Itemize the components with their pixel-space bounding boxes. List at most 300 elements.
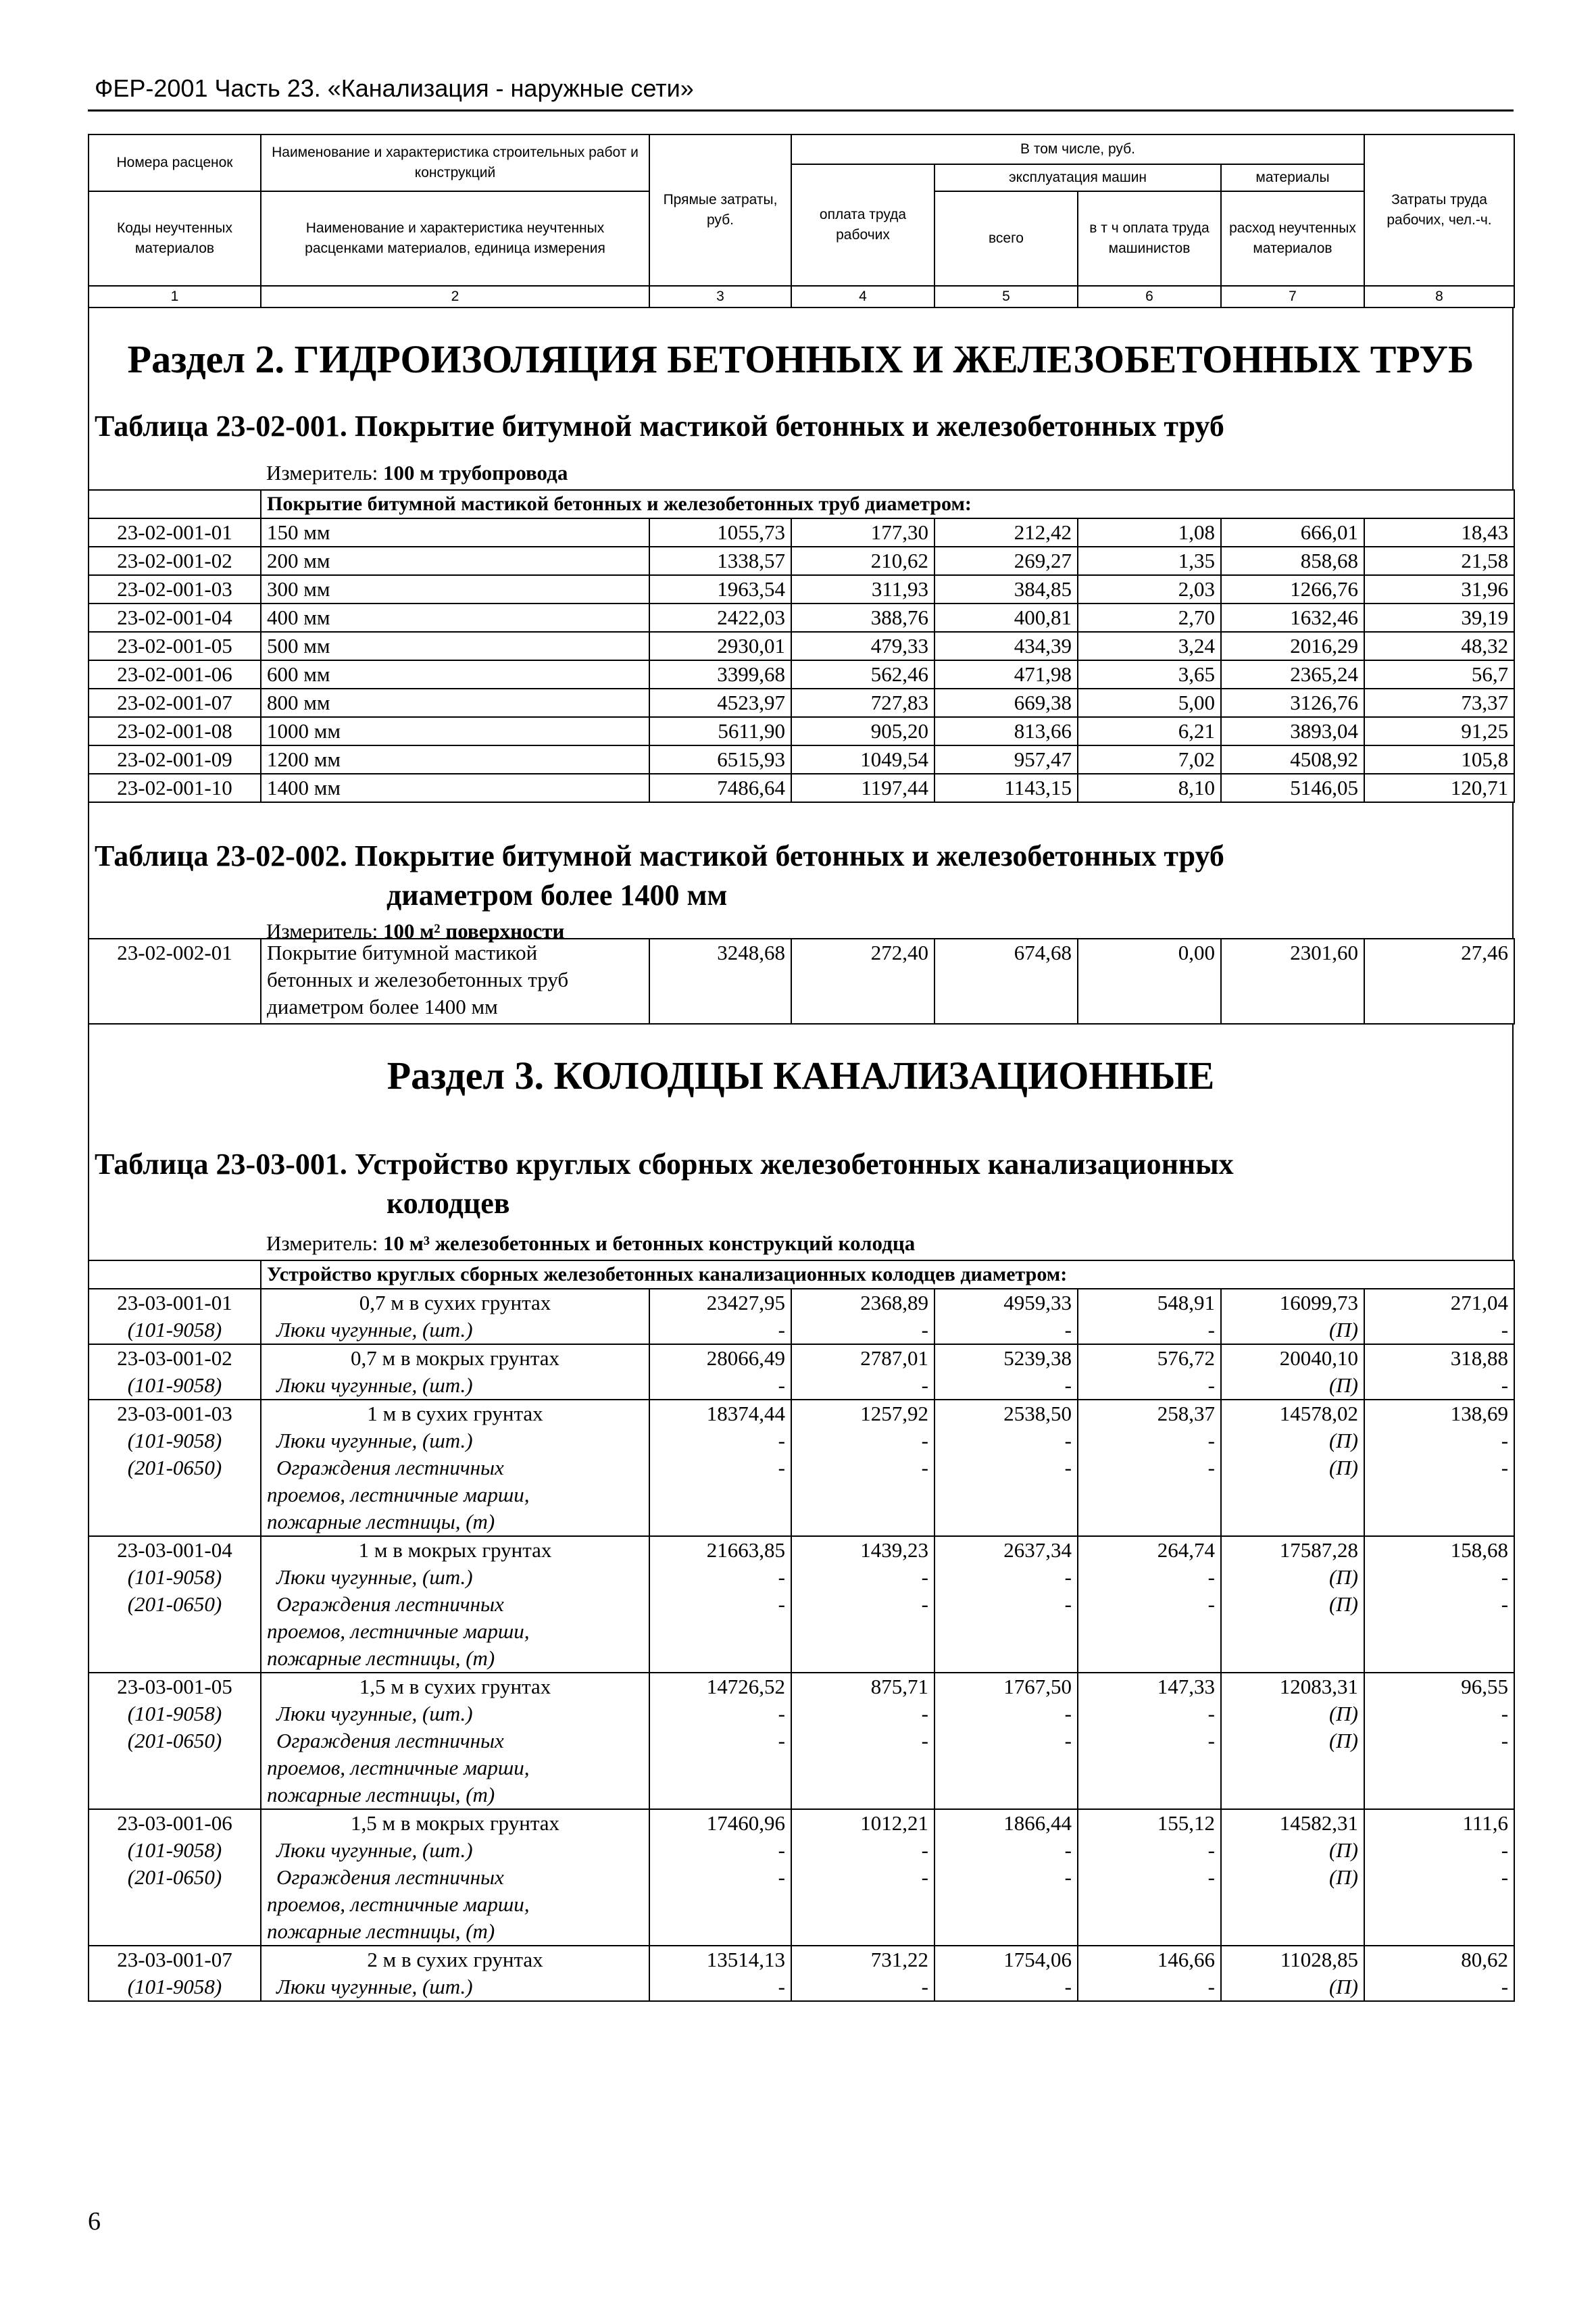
labor-cost: -	[1364, 1700, 1514, 1727]
direct-cost: -	[649, 1837, 791, 1864]
table-row	[89, 1700, 1514, 1727]
rate-code: (101-9058)	[89, 1316, 261, 1344]
work-name: проемов, лестничные марши,	[261, 1754, 649, 1781]
work-name: 1,5 м в сухих грунтах	[261, 1673, 649, 1700]
empty-cell	[934, 1781, 1078, 1809]
labor-pay: 731,22	[791, 1946, 934, 1973]
labor-pay: -	[791, 1591, 934, 1618]
header-labor-cost: Затраты труда рабочих, чел.-ч.	[1364, 134, 1514, 286]
materials-use: (П)	[1221, 1973, 1364, 2001]
materials-use: (П)	[1221, 1837, 1364, 1864]
direct-cost: -	[649, 1372, 791, 1400]
empty-cell	[1221, 1645, 1364, 1673]
table-23-02-002	[88, 938, 1515, 1025]
empty-cell	[791, 1754, 934, 1781]
header-num-3: 3	[649, 286, 791, 307]
labor-pay: 875,71	[791, 1673, 934, 1700]
direct-cost: 7486,64	[649, 774, 791, 802]
materials-use: (П)	[1221, 1454, 1364, 1481]
rate-code: 23-03-001-03	[89, 1400, 261, 1427]
empty-cell	[649, 1754, 791, 1781]
empty-cell	[649, 1891, 791, 1918]
empty-cell	[89, 1918, 261, 1946]
materials-use: 14582,31	[1221, 1809, 1364, 1837]
machine-operators-pay: -	[1078, 1973, 1221, 2001]
work-name: пожарные лестницы, (т)	[261, 1508, 649, 1536]
work-name: проемов, лестничные марши,	[261, 1618, 649, 1645]
measure-label: Измеритель:	[266, 919, 378, 943]
machines-total: 434,39	[934, 632, 1078, 660]
table-23-02-002-band	[88, 803, 1514, 943]
direct-cost: -	[649, 1700, 791, 1727]
section-2-title: Раздел 2. ГИДРОИЗОЛЯЦИЯ БЕТОННЫХ И ЖЕЛЕЗОБЕТОННЫХ ТРУБ	[127, 337, 1474, 381]
labor-pay: 2368,89	[791, 1289, 934, 1316]
materials-use: (П)	[1221, 1700, 1364, 1727]
labor-pay: 727,83	[791, 689, 934, 717]
rate-code: (201-0650)	[89, 1454, 261, 1481]
table-row	[89, 1673, 1514, 1700]
table-row	[89, 604, 1514, 632]
header-rule	[88, 109, 1514, 112]
direct-cost: 18374,44	[649, 1400, 791, 1427]
table-row	[89, 774, 1514, 802]
table-row	[89, 1946, 1514, 1973]
measure-band-3	[88, 1229, 1514, 1260]
direct-cost: 4523,97	[649, 689, 791, 717]
empty-cell	[791, 1508, 934, 1536]
materials-use: 3893,04	[1221, 717, 1364, 745]
rate-code: 23-03-001-07	[89, 1946, 261, 1973]
header-machines: эксплуатация машин	[934, 164, 1221, 191]
empty-cell	[791, 1645, 934, 1673]
labor-pay: 1257,92	[791, 1400, 934, 1427]
empty-cell	[1078, 1781, 1221, 1809]
direct-cost: -	[649, 1973, 791, 2001]
direct-cost: 3248,68	[649, 939, 791, 1024]
table-row	[89, 1427, 1514, 1454]
header-col1-top: Номера расценок	[89, 134, 261, 191]
table-23-03-001-title-line1: Таблица 23-03-001. Устройство круглых сборных железобетонных канализационных	[95, 1148, 1234, 1181]
machines-total: -	[934, 1864, 1078, 1891]
rate-code: 23-02-001-09	[89, 745, 261, 774]
machine-operators-pay: 146,66	[1078, 1946, 1221, 1973]
labor-cost: 120,71	[1364, 774, 1514, 802]
empty-cell	[791, 1918, 934, 1946]
labor-pay: 479,33	[791, 632, 934, 660]
labor-cost: 80,62	[1364, 1946, 1514, 1973]
labor-pay: 2787,01	[791, 1344, 934, 1372]
labor-cost: 73,37	[1364, 689, 1514, 717]
direct-cost: 3399,68	[649, 660, 791, 689]
machines-total: -	[934, 1727, 1078, 1754]
machines-total: 2538,50	[934, 1400, 1078, 1427]
machines-total: 269,27	[934, 547, 1078, 575]
labor-pay: 905,20	[791, 717, 934, 745]
table-row	[89, 1781, 1514, 1809]
measure-label: Измеритель:	[266, 1231, 378, 1255]
table-row	[89, 1536, 1514, 1564]
machine-operators-pay: 258,37	[1078, 1400, 1221, 1427]
direct-cost: 17460,96	[649, 1809, 791, 1837]
direct-cost: 21663,85	[649, 1536, 791, 1564]
work-name-line: бетонных и железобетонных труб	[267, 968, 569, 991]
work-name: проемов, лестничные марши,	[261, 1481, 649, 1508]
materials-use: 11028,85	[1221, 1946, 1364, 1973]
labor-cost: 31,96	[1364, 575, 1514, 604]
machines-total: -	[934, 1427, 1078, 1454]
table-row	[89, 1372, 1514, 1400]
empty-cell	[934, 1918, 1078, 1946]
measure-value: 10 м³ железобетонных и бетонных конструкций колодца	[382, 1231, 916, 1255]
table-row	[89, 1918, 1514, 1946]
materials-use: (П)	[1221, 1427, 1364, 1454]
rate-code: (201-0650)	[89, 1727, 261, 1754]
labor-pay: 562,46	[791, 660, 934, 689]
labor-cost: 96,55	[1364, 1673, 1514, 1700]
materials-use: 2365,24	[1221, 660, 1364, 689]
labor-pay: 1012,21	[791, 1809, 934, 1837]
empty-cell	[89, 1781, 261, 1809]
empty-cell	[1364, 1891, 1514, 1918]
machines-total: -	[934, 1564, 1078, 1591]
machines-total: 2637,34	[934, 1536, 1078, 1564]
materials-use: 1632,46	[1221, 604, 1364, 632]
empty-cell	[89, 1481, 261, 1508]
empty-cell	[1078, 1618, 1221, 1645]
work-name: пожарные лестницы, (т)	[261, 1918, 649, 1946]
work-name: 0,7 м в сухих грунтах	[261, 1289, 649, 1316]
table-row	[89, 632, 1514, 660]
direct-cost: -	[649, 1591, 791, 1618]
labor-cost: 138,69	[1364, 1400, 1514, 1427]
direct-cost: 5611,90	[649, 717, 791, 745]
empty-cell	[1078, 1754, 1221, 1781]
materials-use: 14578,02	[1221, 1400, 1364, 1427]
direct-cost: 1963,54	[649, 575, 791, 604]
empty-cell	[649, 1481, 791, 1508]
empty-cell	[1221, 1508, 1364, 1536]
header-num-1: 1	[89, 286, 261, 307]
empty-cell	[934, 1618, 1078, 1645]
measure-23-02-002	[266, 919, 564, 943]
table-row	[89, 1564, 1514, 1591]
labor-cost: 111,6	[1364, 1809, 1514, 1837]
rate-code: 23-02-001-10	[89, 774, 261, 802]
materials-use: 20040,10	[1221, 1344, 1364, 1372]
machines-total: 1754,06	[934, 1946, 1078, 1973]
labor-pay: 388,76	[791, 604, 934, 632]
table-row	[89, 689, 1514, 717]
labor-pay: -	[791, 1837, 934, 1864]
table-row	[89, 660, 1514, 689]
rate-code: (101-9058)	[89, 1837, 261, 1864]
materials-use: 12083,31	[1221, 1673, 1364, 1700]
table-23-02-001-title: Таблица 23-02-001. Покрытие битумной мастикой бетонных и железобетонных труб	[95, 410, 1224, 443]
header-num-8: 8	[1364, 286, 1514, 307]
labor-cost: -	[1364, 1591, 1514, 1618]
work-name: 150 мм	[261, 518, 649, 547]
table-row	[89, 717, 1514, 745]
labor-cost: -	[1364, 1837, 1514, 1864]
labor-cost: -	[1364, 1564, 1514, 1591]
materials-use: 666,01	[1221, 518, 1364, 547]
table-row	[89, 547, 1514, 575]
measure-23-03-001	[266, 1231, 915, 1256]
table-row	[89, 745, 1514, 774]
materials-use: (П)	[1221, 1727, 1364, 1754]
table-row	[89, 1400, 1514, 1427]
materials-use: (П)	[1221, 1372, 1364, 1400]
machine-operators-pay: -	[1078, 1837, 1221, 1864]
empty-cell	[934, 1891, 1078, 1918]
machine-operators-pay: 155,12	[1078, 1809, 1221, 1837]
empty-cell	[1078, 1508, 1221, 1536]
section-2-band	[88, 308, 1514, 456]
rate-code: (101-9058)	[89, 1427, 261, 1454]
table-row	[89, 1727, 1514, 1754]
measure-value: 100 м трубопровода	[382, 461, 568, 485]
work-name: 800 мм	[261, 689, 649, 717]
labor-cost: 56,7	[1364, 660, 1514, 689]
rate-code: (101-9058)	[89, 1700, 261, 1727]
empty-cell	[1364, 1781, 1514, 1809]
labor-cost: -	[1364, 1316, 1514, 1344]
machine-operators-pay: 576,72	[1078, 1344, 1221, 1372]
materials-use: (П)	[1221, 1564, 1364, 1591]
machines-total: -	[934, 1316, 1078, 1344]
work-name: 500 мм	[261, 632, 649, 660]
machine-operators-pay: 3,65	[1078, 660, 1221, 689]
work-name: Люки чугунные, (шт.)	[261, 1700, 649, 1727]
table-row	[89, 1454, 1514, 1481]
header-col2-top: Наименование и характеристика строительных работ и конструкций	[261, 134, 649, 191]
empty-cell	[649, 1781, 791, 1809]
labor-pay: -	[791, 1316, 934, 1344]
machine-operators-pay: -	[1078, 1727, 1221, 1754]
machines-total: 4959,33	[934, 1289, 1078, 1316]
table-row	[89, 1508, 1514, 1536]
machines-total: -	[934, 1454, 1078, 1481]
header-col2-bottom: Наименование и характеристика неучтенных расценками материалов, единица измерения	[261, 191, 649, 286]
work-name: 0,7 м в мокрых грунтах	[261, 1344, 649, 1372]
work-name: 1,5 м в мокрых грунтах	[261, 1809, 649, 1837]
empty-cell	[1364, 1918, 1514, 1946]
measure-value: 100 м² поверхности	[382, 919, 565, 943]
labor-cost: -	[1364, 1427, 1514, 1454]
labor-cost: -	[1364, 1372, 1514, 1400]
empty-cell	[1364, 1481, 1514, 1508]
table-row	[89, 1591, 1514, 1618]
table-23-02-001-subheading: Покрытие битумной мастикой бетонных и железобетонных труб диаметром:	[261, 490, 1514, 518]
empty-cell	[1221, 1481, 1364, 1508]
table-23-03-001-subheading: Устройство круглых сборных железобетонных канализационных колодцев диаметром:	[261, 1260, 1514, 1289]
machines-total: 674,68	[934, 939, 1078, 1024]
labor-pay: 1049,54	[791, 745, 934, 774]
materials-use: (П)	[1221, 1316, 1364, 1344]
empty-cell	[791, 1481, 934, 1508]
empty-cell	[649, 1645, 791, 1673]
measure-23-02-001	[266, 461, 568, 485]
direct-cost: -	[649, 1564, 791, 1591]
empty-cell	[791, 1891, 934, 1918]
rate-code: 23-02-001-05	[89, 632, 261, 660]
empty-cell	[1221, 1618, 1364, 1645]
header-materials-use: расход неучтенных материалов	[1221, 191, 1364, 286]
machine-operators-pay: -	[1078, 1427, 1221, 1454]
work-name: Люки чугунные, (шт.)	[261, 1973, 649, 2001]
header-including: В том числе, руб.	[791, 134, 1364, 164]
labor-cost: 158,68	[1364, 1536, 1514, 1564]
empty-cell	[1364, 1618, 1514, 1645]
subhead-cell-empty	[89, 1260, 261, 1289]
labor-cost: -	[1364, 1727, 1514, 1754]
machine-operators-pay: 548,91	[1078, 1289, 1221, 1316]
labor-pay: 311,93	[791, 575, 934, 604]
rate-code: 23-02-001-08	[89, 717, 261, 745]
work-name: Ограждения лестничных	[261, 1454, 649, 1481]
direct-cost: 28066,49	[649, 1344, 791, 1372]
table-row	[89, 1645, 1514, 1673]
direct-cost: 2930,01	[649, 632, 791, 660]
running-head: ФЕР-2001 Часть 23. «Канализация - наружные сети»	[95, 74, 694, 102]
empty-cell	[934, 1645, 1078, 1673]
direct-cost: 23427,95	[649, 1289, 791, 1316]
machines-total: 400,81	[934, 604, 1078, 632]
table-row	[89, 1973, 1514, 2001]
rate-code: (101-9058)	[89, 1973, 261, 2001]
labor-pay: 272,40	[791, 939, 934, 1024]
materials-use: 858,68	[1221, 547, 1364, 575]
work-name: 300 мм	[261, 575, 649, 604]
materials-use: 3126,76	[1221, 689, 1364, 717]
document-frame	[88, 134, 1514, 2002]
labor-pay: -	[791, 1864, 934, 1891]
direct-cost: -	[649, 1864, 791, 1891]
machine-operators-pay: 2,03	[1078, 575, 1221, 604]
rate-code: (101-9058)	[89, 1564, 261, 1591]
section-3-band	[88, 1025, 1514, 1229]
direct-cost: 1338,57	[649, 547, 791, 575]
table-row	[89, 1481, 1514, 1508]
header-num-2: 2	[261, 286, 649, 307]
machine-operators-pay: -	[1078, 1700, 1221, 1727]
table-row	[89, 1754, 1514, 1781]
table-row	[89, 1837, 1514, 1864]
rate-code: 23-03-001-05	[89, 1673, 261, 1700]
empty-cell	[1078, 1891, 1221, 1918]
measure-label: Измеритель:	[266, 461, 378, 485]
work-name: 1400 мм	[261, 774, 649, 802]
machines-total: 957,47	[934, 745, 1078, 774]
machines-total: 669,38	[934, 689, 1078, 717]
machines-total: 1767,50	[934, 1673, 1078, 1700]
labor-cost: 48,32	[1364, 632, 1514, 660]
empty-cell	[1364, 1508, 1514, 1536]
materials-use: (П)	[1221, 1591, 1364, 1618]
machine-operators-pay: 5,00	[1078, 689, 1221, 717]
machine-operators-pay: 6,21	[1078, 717, 1221, 745]
labor-cost: -	[1364, 1454, 1514, 1481]
labor-cost: 18,43	[1364, 518, 1514, 547]
empty-cell	[1221, 1754, 1364, 1781]
labor-cost: 318,88	[1364, 1344, 1514, 1372]
machines-total: 471,98	[934, 660, 1078, 689]
materials-use: 2016,29	[1221, 632, 1364, 660]
direct-cost: -	[649, 1427, 791, 1454]
labor-cost: 21,58	[1364, 547, 1514, 575]
machine-operators-pay: 7,02	[1078, 745, 1221, 774]
machine-operators-pay: 1,08	[1078, 518, 1221, 547]
labor-cost: 27,46	[1364, 939, 1514, 1024]
materials-use: (П)	[1221, 1864, 1364, 1891]
work-name: 400 мм	[261, 604, 649, 632]
direct-cost: 1055,73	[649, 518, 791, 547]
empty-cell	[649, 1618, 791, 1645]
empty-cell	[1364, 1645, 1514, 1673]
machine-operators-pay: 264,74	[1078, 1536, 1221, 1564]
machine-operators-pay: -	[1078, 1864, 1221, 1891]
labor-pay: -	[791, 1973, 934, 2001]
machines-total: -	[934, 1837, 1078, 1864]
direct-cost: -	[649, 1316, 791, 1344]
machines-total: 212,42	[934, 518, 1078, 547]
machine-operators-pay: 3,24	[1078, 632, 1221, 660]
rate-code: 23-03-001-02	[89, 1344, 261, 1372]
empty-cell	[791, 1781, 934, 1809]
machines-total: 813,66	[934, 717, 1078, 745]
empty-cell	[934, 1481, 1078, 1508]
work-name-line: Покрытие битумной мастикой	[267, 941, 538, 964]
labor-pay: 210,62	[791, 547, 934, 575]
work-name: 2 м в сухих грунтах	[261, 1946, 649, 1973]
section-3-title: Раздел 3. КОЛОДЦЫ КАНАЛИЗАЦИОННЫЕ	[386, 1054, 1215, 1098]
direct-cost: 2422,03	[649, 604, 791, 632]
direct-cost: 6515,93	[649, 745, 791, 774]
work-name: пожарные лестницы, (т)	[261, 1781, 649, 1809]
header-num-6: 6	[1078, 286, 1221, 307]
table-row	[89, 1864, 1514, 1891]
machines-total: 384,85	[934, 575, 1078, 604]
work-name: 1200 мм	[261, 745, 649, 774]
work-name: 600 мм	[261, 660, 649, 689]
machine-operators-pay: -	[1078, 1454, 1221, 1481]
labor-pay: -	[791, 1700, 934, 1727]
subhead-cell-empty	[89, 490, 261, 518]
table-row	[89, 1618, 1514, 1645]
labor-pay: 1197,44	[791, 774, 934, 802]
work-name: Ограждения лестничных	[261, 1591, 649, 1618]
labor-cost: 271,04	[1364, 1289, 1514, 1316]
machine-operators-pay: 0,00	[1078, 939, 1221, 1024]
table-row	[89, 1289, 1514, 1316]
work-name: 1000 мм	[261, 717, 649, 745]
column-header	[88, 134, 1515, 308]
empty-cell	[1078, 1918, 1221, 1946]
work-name: пожарные лестницы, (т)	[261, 1645, 649, 1673]
machines-total: -	[934, 1591, 1078, 1618]
header-machine-operators: в т ч оплата труда машинистов	[1078, 191, 1221, 286]
rate-code: 23-03-001-01	[89, 1289, 261, 1316]
direct-cost: -	[649, 1454, 791, 1481]
header-labor-pay: оплата труда рабочих	[791, 164, 934, 286]
labor-pay: -	[791, 1427, 934, 1454]
direct-cost: 14726,52	[649, 1673, 791, 1700]
table-23-03-001	[88, 1260, 1515, 2002]
table-row	[89, 518, 1514, 547]
labor-cost: 105,8	[1364, 745, 1514, 774]
machines-total: -	[934, 1973, 1078, 2001]
table-row	[89, 1809, 1514, 1837]
